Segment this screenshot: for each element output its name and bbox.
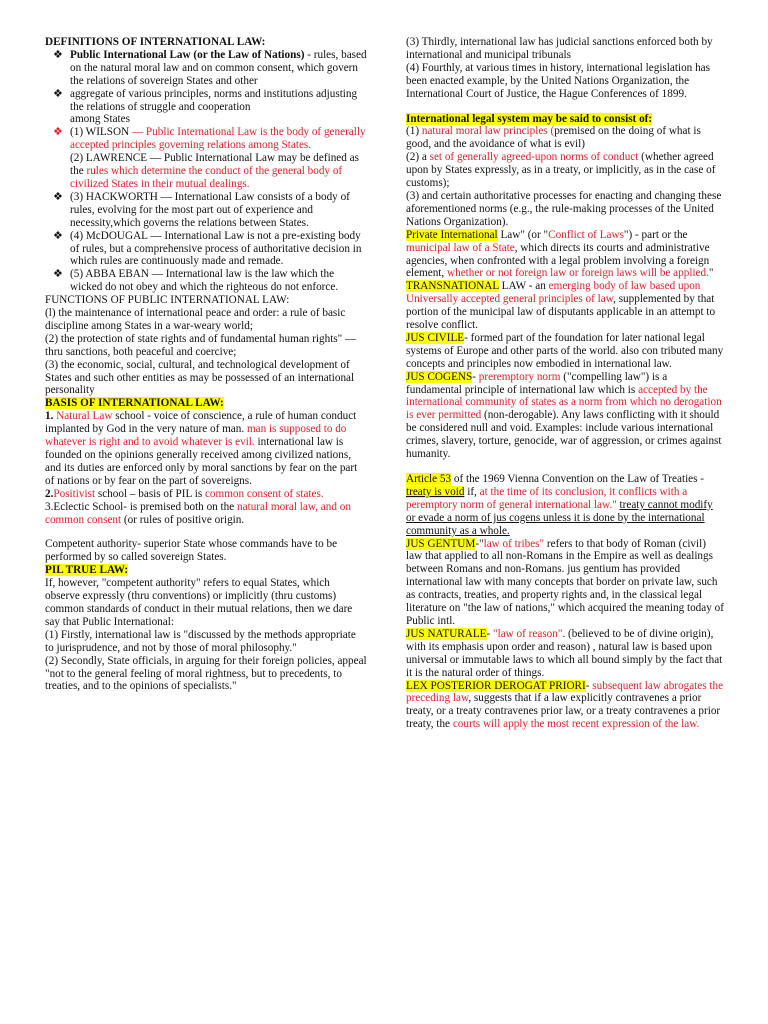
text: natural moral law, and on common consent [45, 500, 351, 526]
jus-naturale-paragraph [406, 628, 724, 680]
num: 1. [45, 410, 57, 423]
text: aggregate of various principles, norms and institutions adjusting the relations of struggle and cooperation [70, 87, 358, 113]
text: — Public International Law is the body of generally accepted principles governing relations among States. [70, 126, 366, 152]
natural-law-paragraph [45, 410, 367, 487]
term: set of generally agreed-upon norms of conduct [429, 151, 639, 164]
num: (1) [406, 125, 422, 138]
pil-paragraph: If, however, "competent authority" refers to equal States, which observe expressly (thru conventions) or implicitly (thru customs) common standards of conduct in their mutual relations, then we dare say that Public International: [45, 577, 353, 628]
term: Positivist [53, 487, 96, 500]
text: common consent of states. [204, 487, 324, 500]
heading-text: International legal system may be said to consist of: [406, 112, 653, 125]
text: - rules, based on the natural moral law and on common consent, which govern the relations of sovereign States and other [70, 48, 367, 87]
system-item [406, 151, 724, 190]
function-item: (l) the maintenance of international peace and order: a rule of basic discipline among States in a war-weary world; [45, 307, 346, 332]
term: Public International Law (or the Law of Nations) [70, 48, 305, 61]
list-item [70, 113, 367, 126]
text: school - voice of conscience, a rule of human conduct implanted by God in the very nature of man. [45, 410, 357, 436]
basis-heading [45, 397, 367, 410]
term: Article 53 [406, 473, 452, 485]
text: LAW - an [498, 280, 549, 293]
text: - [486, 627, 494, 640]
term: LEX POSTERIOR DEROGAT PRIORI [406, 679, 586, 692]
text: (5) ABBA EBAN — International law is the law which the wicked do not obey and which the righteous do not enforce. [70, 268, 339, 294]
text: at the time of its conclusion, it conflicts with a peremptory norm of general international law." [406, 485, 688, 511]
diamond-bullet-icon: ❖ [53, 190, 63, 203]
function-item: (3) the economic, social, cultural, and technological development of States and such other entities as may be possessed of an international personality [45, 358, 355, 397]
text: international law is founded on the opinions generally received among civilized nations, and its duties are enforced only by moral sanctions by fear on the part of nations or by fear on the part of sovereigns. [45, 436, 358, 487]
text: . (believed to be of divine origin), with its emphasis upon order and reason) , natural law is based upon universal or immutable laws to which all bound simply by the fact that it is the natural order of things. [406, 627, 723, 679]
diamond-bullet-icon: ❖ [53, 268, 63, 281]
text: among States [70, 113, 130, 126]
definitions-list [45, 49, 367, 294]
diamond-bullet-icon: ❖ [53, 229, 63, 242]
functions-heading: FUNCTIONS OF PUBLIC INTERNATIONAL LAW: [45, 294, 290, 307]
num: 2. [45, 487, 54, 500]
text: courts will apply the most recent expression of the law. [452, 718, 700, 731]
text: ") - part or the [623, 228, 688, 241]
diamond-bullet-icon: ❖ [53, 87, 63, 100]
transnational-law-paragraph [406, 280, 724, 332]
text: (non-derogable). Any laws conflicting with it should be considered null and void. Examples: include various international crimes, slavery, torture, genocide, war of aggression, or crimes against humanity. [406, 409, 722, 461]
article-53-paragraph [406, 473, 724, 538]
text: rules which determine the conduct of the general body of civilized States in their mutual dealings. [70, 165, 343, 190]
lex-posterior-paragraph [406, 680, 724, 732]
term: JUS CIVILE [406, 331, 465, 344]
private-intl-law-paragraph [406, 229, 724, 281]
list-item [53, 87, 367, 114]
definitions-heading: DEFINITIONS OF INTERNATIONAL LAW: [45, 36, 266, 48]
list-item-wilson [53, 126, 367, 152]
term: JUS GENTUM [406, 537, 476, 550]
text: " [708, 267, 714, 280]
text: refers to that body of Roman (civil) law that applied to all non-Romans in the Empire as well as dealings between Romans and non-Romans. jus gentium has provided international law with many concepts that border on private law, such as contracts, treaties, and property rights and, in the classical legal literature on "the law of nations," which acquired the meaning today of Public intl. [406, 537, 724, 627]
jus-gentum-paragraph [406, 538, 724, 628]
text: law of tribes" [483, 537, 545, 550]
pil-item: (3) Thirdly, international law has judicial sanctions enforced both by international and municipal tribunals [406, 36, 713, 61]
text: school – basis of PIL is [95, 487, 205, 500]
diamond-bullet-icon: ❖ [53, 48, 63, 61]
term: JUS COGENS [406, 370, 473, 383]
text: - [585, 679, 593, 692]
text: municipal law of a State [406, 241, 515, 254]
term: natural moral law principles ( [421, 125, 555, 138]
pil-item: (2) Secondly, State officials, in arguing for their foreign policies, appeal "not to the general feeling of moral rightness, but to precedents, to treaties, and to the opinions of specialists." [45, 654, 367, 693]
list-item-mcdougal [53, 229, 367, 269]
pil-item: (1) Firstly, international law is "discussed by the methods appropriate to jurisprudence, and not by those of moral philosophy." [45, 628, 356, 654]
text: - superior State whose commands have to be performed by so called sovereign States. [45, 538, 338, 564]
text: -" [475, 537, 484, 550]
text: of the 1969 Vienna Convention on the Law of Treaties - [451, 473, 705, 485]
text: if, [464, 485, 480, 498]
list-item-eban [53, 268, 367, 294]
term: JUS NATURALE [406, 627, 487, 640]
right-column [406, 36, 724, 731]
list-item-lawrence [70, 152, 367, 191]
text: Conflict of Laws [548, 228, 624, 241]
text: , suggests that if a law explicitly contravenes a prior treaty, or a treaty contravenes prior law, or a treaty contravenes a prior treaty, the [406, 692, 721, 731]
heading-text: BASIS OF INTERNATIONAL LAW: [45, 397, 224, 410]
jus-cogens-paragraph [406, 371, 724, 461]
text: ("compelling law") is a fundamental principle of international law which is [406, 370, 668, 396]
term: 3.Eclectic School [45, 500, 124, 513]
text: Law" (or " [497, 228, 549, 241]
competent-authority-paragraph [45, 538, 367, 564]
text: accepted by the international community of states as a norm from which no derogation is ever permitted [406, 383, 722, 422]
text: (3) HACKWORTH — International Law consists of a body of rules, evolving for the most part out of experience and necessity,which governs the relations between States. [70, 190, 350, 229]
pil-heading [45, 564, 367, 577]
term: TRANSNATIONAL [406, 280, 499, 293]
diamond-bullet-icon: ❖ [53, 126, 63, 139]
pil-item: (4) Fourthly, at various times in history, international legislation has been enacted example, by the United Nations Organization, the International Court of Justice, the Hague Conferences of 1899. [406, 61, 710, 100]
system-item [406, 125, 724, 151]
text: premised on the doing of what is good, and the avoidance of what is evil) [406, 125, 701, 151]
author: (1) WILSON [70, 126, 130, 139]
text: - [472, 370, 479, 383]
text: (or rules of positive origin. [121, 513, 245, 526]
text: , supplemented by that portion of the municipal law of disputants applicable in an attempt to resolve conflict. [406, 293, 716, 332]
left-column [45, 36, 367, 693]
list-item-hackworth [53, 190, 367, 230]
text: (4) McDOUGAL — International Law is not a pre-existing body of rules, but a comprehensive process of authoritative decision in which rules are continuously made and remade. [70, 229, 362, 268]
jus-civile-paragraph [406, 332, 724, 371]
heading-text: PIL TRUE LAW: [45, 564, 129, 577]
term: Competent authority [45, 538, 138, 551]
term: Natural Law [56, 410, 113, 423]
text: (whether agreed upon by States expressly, as in a treaty, or implicitly, as in the case of customs); [406, 151, 716, 190]
function-item: (2) the protection of state rights and of fundamental human rights" — thru sanctions, both peaceful and coercive; [45, 332, 357, 358]
system-item: (3) and certain authoritative processes for enacting and changing these aforementioned norms (e.g., the rule-making processes of the United Nations Organization). [406, 189, 722, 228]
list-item [53, 48, 367, 88]
num: (2) a [406, 151, 430, 164]
text: "law of reason" [493, 627, 563, 640]
text: - is premised both on the [123, 500, 238, 513]
text: treaty is void [406, 485, 465, 498]
text: , which directs its courts and administrative agencies, when confronted with a legal problem involving a foreign element, [406, 241, 710, 280]
text: whether or not foreign law or foreign laws will be applied. [447, 267, 709, 280]
term: Private International [406, 228, 498, 241]
positivist-paragraph [45, 488, 367, 501]
legal-system-heading [406, 113, 724, 126]
text: (2) LAWRENCE — Public International Law may be defined as the [70, 152, 359, 178]
text: - formed part of the foundation for later national legal systems of Europe and other parts of the world. also con tributed many concepts and principles now embodied in international law. [406, 331, 724, 370]
text: preremptory norm [478, 370, 561, 383]
text: emerging body of law based upon Universally accepted general principles of law [406, 280, 701, 306]
eclectic-paragraph [45, 501, 367, 527]
text: subsequent law abrogates the preceding law [406, 679, 724, 705]
text: treaty cannot modify or evade a norm of jus cogens unless it is done by the international community as a whole. [406, 498, 713, 537]
text: man is supposed to do whatever is right and to avoid whatever is evil. [45, 423, 347, 449]
